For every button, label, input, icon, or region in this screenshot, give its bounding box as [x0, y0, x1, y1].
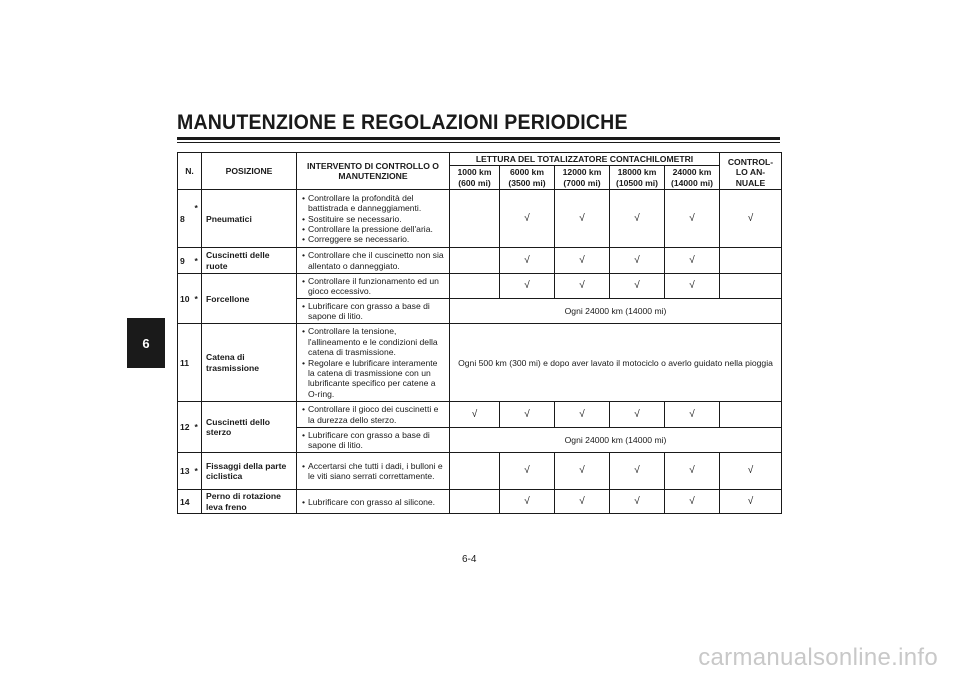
- check-mark: √: [665, 490, 720, 514]
- check-item: • Lubrificare con grasso a base di sapone di litio.: [300, 430, 446, 451]
- check-cell: [297, 274, 450, 299]
- header-interval: 12000 km (7000 mi): [555, 166, 610, 190]
- star-marker: *: [195, 453, 202, 490]
- check-mark: [450, 248, 500, 274]
- check-mark: [450, 453, 500, 490]
- item-position: Cuscinetti delle ruote: [202, 248, 297, 274]
- item-number: 11: [178, 324, 195, 402]
- check-item: • Accertarsi che tutti i dadi, i bulloni e le viti siano serrati correttamente.: [300, 461, 446, 482]
- check-item: • Lubrificare con grasso a base di sapone di litio.: [300, 301, 446, 322]
- table-row: [178, 453, 782, 490]
- check-mark: [450, 274, 500, 299]
- page-number: 6-4: [462, 554, 477, 565]
- item-position: Catena di trasmissione: [202, 324, 297, 402]
- star-marker: *: [195, 274, 202, 324]
- star-marker: *: [195, 190, 202, 248]
- check-mark: √: [555, 274, 610, 299]
- table-row: [178, 402, 782, 428]
- item-number: 12: [178, 402, 195, 453]
- item-position: Perno di rotazione leva freno: [202, 490, 297, 514]
- check-mark: √: [720, 490, 782, 514]
- check-mark: [720, 274, 782, 299]
- check-item: • Lubrificare con grasso al silicone.: [300, 497, 446, 507]
- chapter-tab: 6: [127, 318, 165, 368]
- check-mark: √: [500, 490, 555, 514]
- item-position: Fissaggi della parte ciclistica: [202, 453, 297, 490]
- star-marker: [195, 324, 202, 402]
- table-header: [178, 153, 782, 190]
- check-mark: √: [555, 490, 610, 514]
- check-mark: √: [500, 402, 555, 428]
- check-mark: √: [665, 274, 720, 299]
- interval-note: Ogni 500 km (300 mi) e dopo aver lavato il motociclo o averlo guidato nella pioggia: [450, 324, 782, 402]
- check-item: • Controllare la profondità del battistrada e danneggiamenti.: [300, 193, 446, 214]
- star-marker: [195, 490, 202, 514]
- check-mark: √: [555, 402, 610, 428]
- check-cell: [297, 402, 450, 428]
- table-row: [178, 190, 782, 248]
- check-mark: √: [555, 190, 610, 248]
- check-item: • Controllare la tensione, l'allineamento e le condizioni della catena di trasmissione.: [300, 326, 446, 357]
- header-no: N.: [178, 153, 202, 190]
- check-mark: [720, 402, 782, 428]
- watermark: carmanualsonline.info: [698, 644, 938, 671]
- item-position: Forcellone: [202, 274, 297, 324]
- check-item: • Controllare il gioco dei cuscinetti e la durezza dello sterzo.: [300, 404, 446, 425]
- check-mark: √: [610, 248, 665, 274]
- check-mark: √: [500, 248, 555, 274]
- check-mark: √: [665, 248, 720, 274]
- header-interval: 18000 km (10500 mi): [610, 166, 665, 190]
- header-check: INTERVENTO DI CONTROLLO O MANUTENZIONE: [297, 153, 450, 190]
- check-item: • Controllare la pressione dell'aria.: [300, 224, 446, 234]
- header-interval: 1000 km (600 mi): [450, 166, 500, 190]
- table-row: [178, 324, 782, 402]
- check-item: • Correggere se necessario.: [300, 234, 446, 244]
- item-number: 9: [178, 248, 195, 274]
- check-mark: [450, 490, 500, 514]
- title-rule-thin: [177, 142, 780, 143]
- header-odometer: LETTURA DEL TOTALIZZATORE CONTACHILOMETRI: [450, 153, 720, 166]
- star-marker: *: [195, 402, 202, 453]
- header-interval: 6000 km (3500 mi): [500, 166, 555, 190]
- table-row: [178, 274, 782, 299]
- check-mark: √: [500, 274, 555, 299]
- item-position: Cuscinetti dello sterzo: [202, 402, 297, 453]
- check-mark: √: [720, 453, 782, 490]
- check-mark: √: [450, 402, 500, 428]
- item-number: 10: [178, 274, 195, 324]
- page-title: MANUTENZIONE E REGOLAZIONI PERIODICHE: [177, 111, 628, 134]
- check-mark: √: [610, 274, 665, 299]
- interval-note: Ogni 24000 km (14000 mi): [450, 299, 782, 324]
- maintenance-table: [177, 152, 782, 514]
- item-number: 13: [178, 453, 195, 490]
- table-row: [178, 490, 782, 514]
- check-cell: [297, 299, 450, 324]
- check-cell: [297, 428, 450, 453]
- check-mark: √: [665, 402, 720, 428]
- check-mark: √: [665, 453, 720, 490]
- check-item: • Controllare il funzionamento ed un gioco eccessivo.: [300, 276, 446, 297]
- check-mark: √: [610, 402, 665, 428]
- star-marker: *: [195, 248, 202, 274]
- item-number: 14: [178, 490, 195, 514]
- header-interval: 24000 km (14000 mi): [665, 166, 720, 190]
- check-mark: √: [500, 190, 555, 248]
- check-cell: [297, 490, 450, 514]
- check-mark: [450, 190, 500, 248]
- check-cell: [297, 190, 450, 248]
- check-mark: √: [500, 453, 555, 490]
- check-item: • Sostituire se necessario.: [300, 214, 446, 224]
- check-item: • Regolare e lubrificare interamente la catena di trasmissione con un lubrificante specifico per catene a O-ring.: [300, 358, 446, 400]
- header-annual: CONTROL-LO AN-NUALE: [720, 153, 782, 190]
- check-mark: √: [665, 190, 720, 248]
- check-mark: √: [610, 190, 665, 248]
- table-row: [178, 248, 782, 274]
- check-mark: √: [610, 490, 665, 514]
- check-cell: [297, 453, 450, 490]
- check-mark: √: [555, 248, 610, 274]
- check-cell: [297, 248, 450, 274]
- item-position: Pneumatici: [202, 190, 297, 248]
- check-item: • Controllare che il cuscinetto non sia allentato o danneggiato.: [300, 250, 446, 271]
- check-mark: √: [720, 190, 782, 248]
- title-rule-thick: [177, 137, 780, 140]
- interval-note: Ogni 24000 km (14000 mi): [450, 428, 782, 453]
- check-mark: [720, 248, 782, 274]
- item-number: 8: [178, 190, 195, 248]
- check-mark: √: [610, 453, 665, 490]
- check-cell: [297, 324, 450, 402]
- check-mark: √: [555, 453, 610, 490]
- header-position: POSIZIONE: [202, 153, 297, 190]
